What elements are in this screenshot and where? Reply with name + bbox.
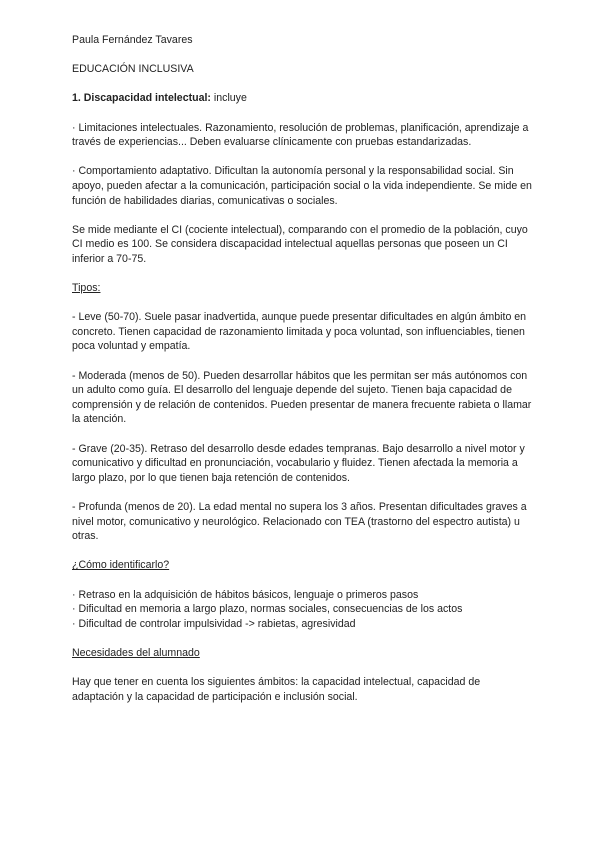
document-title: EDUCACIÓN INCLUSIVA bbox=[72, 63, 194, 76]
tipos-heading: Tipos: bbox=[72, 282, 101, 295]
tipo-moderada: - Moderada (menos de 50). Pueden desarrollar hábitos que les permitan ser más autónomos con un adulto como guía. El desarrollo del lenguaje depende del sujeto. Tienen baja capacidad de comprensión y de relación de contenidos. Pueden presentar de manera frecuente rabieta o llamar la atención. bbox=[72, 369, 532, 426]
identificar-item: · Retraso en la adquisición de hábitos básicos, lenguaje o primeros pasos bbox=[72, 588, 419, 601]
necesidades-heading: Necesidades del alumnado bbox=[72, 646, 200, 659]
paragraph-comportamiento: · Comportamiento adaptativo. Dificultan la autonomía personal y la responsabilidad social. Sin apoyo, pueden afectar a la comunicación, participación social o la vida independiente. Se mide en función de habilidades diarias, comunicativas o sociales. bbox=[72, 165, 532, 207]
tipo-leve: - Leve (50-70). Suele pasar inadvertida, aunque puede presentar dificultades en algún ámbito en concreto. Tienen capacidad de razonamiento limitada y poca voluntad, son influenciables, tienen poca voluntad y empatía. bbox=[72, 311, 527, 353]
author-name: Paula Fernández Tavares bbox=[72, 34, 193, 46]
identificar-item: · Dificultad de controlar impulsividad -> rabietas, agresividad bbox=[72, 617, 356, 630]
paragraph-limitaciones: · Limitaciones intelectuales. Razonamiento, resolución de problemas, planificación, aprendizaje a través de experiencias... Deben evaluarse clínicamente con pruebas estandarizadas. bbox=[72, 121, 529, 149]
tipo-profunda: - Profunda (menos de 20). La edad mental no supera los 3 años. Presentan dificultades graves a nivel motor, comunicativo y neurológico. Relacionado con TEA (trastorno del espectro autista) u otras. bbox=[72, 501, 527, 543]
necesidades-text: Hay que tener en cuenta los siguientes ámbitos: la capacidad intelectual, capacidad de adaptación y la capacidad de participación e inclusión social. bbox=[72, 676, 481, 703]
paragraph-ci: Se mide mediante el CI (cociente intelectual), comparando con el promedio de la población, cuyo CI medio es 100. Se considera discapacidad intelectual aquellas personas que poseen un CI inferior a 70-75. bbox=[72, 223, 528, 265]
document-page bbox=[72, 33, 532, 704]
tipo-grave: - Grave (20-35). Retraso del desarrollo desde edades tempranas. Bajo desarrollo a nivel motor y comunicativo y dificultad en pronunciación, vocabulario y fluidez. Tienen afectada la memoria a largo plazo, por lo que tienen baja retención de contenidos. bbox=[72, 442, 525, 484]
section-heading bbox=[72, 91, 532, 106]
section-heading-bold: 1. Discapacidad intelectual: bbox=[72, 92, 211, 105]
identificar-heading: ¿Cómo identificarlo? bbox=[72, 559, 170, 572]
identificar-item: · Dificultad en memoria a largo plazo, normas sociales, consecuencias de los actos bbox=[72, 603, 463, 616]
section-heading-rest: incluye bbox=[210, 92, 247, 105]
